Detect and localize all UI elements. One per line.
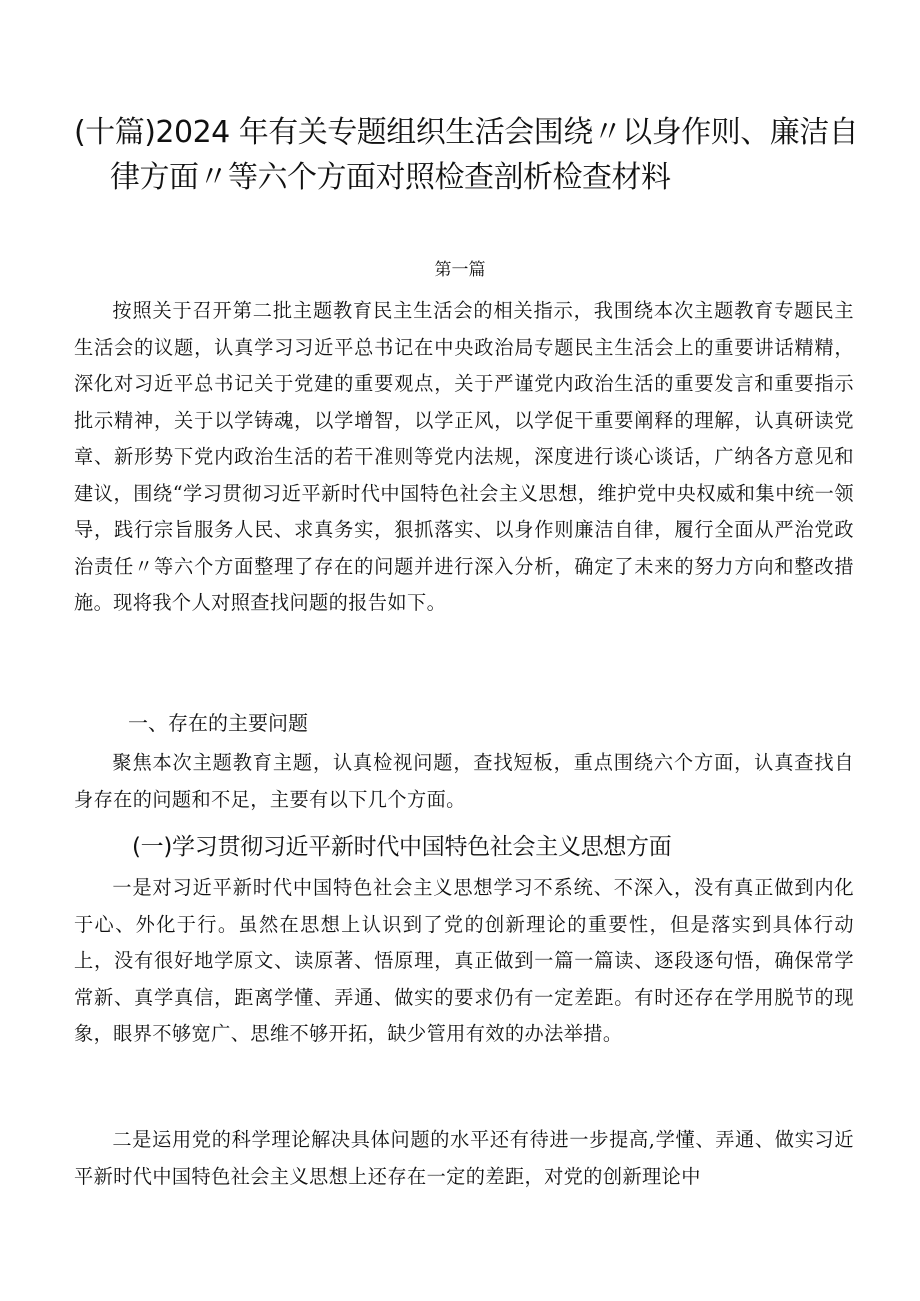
paragraph-focus: 聚焦本次主题教育主题，认真检视问题，查找短板，重点围绕六个方面，认真查找自身存在的问题和不足，主要有以下几个方面。	[74, 751, 854, 811]
paragraph-point-two: 二是运用党的科学理论解决具体问题的水平还有待进一步提高,学懂、弄通、做实习近平新时代中国特色社会主义思想上还存在一定的差距，对党的创新理论中	[74, 1128, 854, 1188]
document-title	[74, 110, 864, 200]
paragraph-intro: 按照关于召开第二批主题教育民主生活会的相关指示，我围绕本次主题教育专题民主生活会的议题，认真学习习近平总书记在中央政治局专题民主生活会上的重要讲话精精，深化对习近平总书记关于党建的重要观点，关于严谨党内政治生活的重要发言和重要指示批示精神，关于以学铸魂，以学增智，以学正风，以学促干重要阐释的理解，认真研读党章、新形势下党内政治生活的若干准则等党内法规，深度进行谈心谈话，广纳各方意见和建议，围绕“学习贯彻习近平新时代中国特色社会主义思想，维护党中央权威和集中统一领导，践行宗旨服务人民、求真务实，狠抓落实、以身作则廉洁自律，履行全面从严治党政治责任〃等六个方面整理了存在的问题并进行深入分析，确定了未来的努力方向和整改措施。现将我个人对照查找问题的报告如下。	[74, 299, 854, 614]
section-subtitle: 第一篇	[434, 260, 486, 280]
paragraph-point-one: 一是对习近平新时代中国特色社会主义思想学习不系统、不深入，没有真正做到内化于心、外化于行。虽然在思想上认识到了党的创新理论的重要性，但是落实到具体行动上，没有很好地学原文、读原著、悟原理，真正做到一篇一篇读、逐段逐句悟，确保常学常新、真学真信，距离学懂、弄通、做实的要求仍有一定差距。有时还存在学用脱节的现象，眼界不够宽广、思维不够开拓，缺少管用有效的办法举措。	[74, 876, 854, 1045]
section-heading-main-problems: 一、存在的主要问题	[128, 711, 308, 735]
document-title-line-1: (十篇)2024 年有关专题组织生活会围绕〃以身作则、廉洁自	[74, 115, 859, 150]
document-title-line-2: 律方面〃等六个方面对照检查剖析检查材料	[110, 160, 671, 195]
subsection-heading-study: (一)学习贯彻习近平新时代中国特色社会主义思想方面	[132, 834, 672, 860]
